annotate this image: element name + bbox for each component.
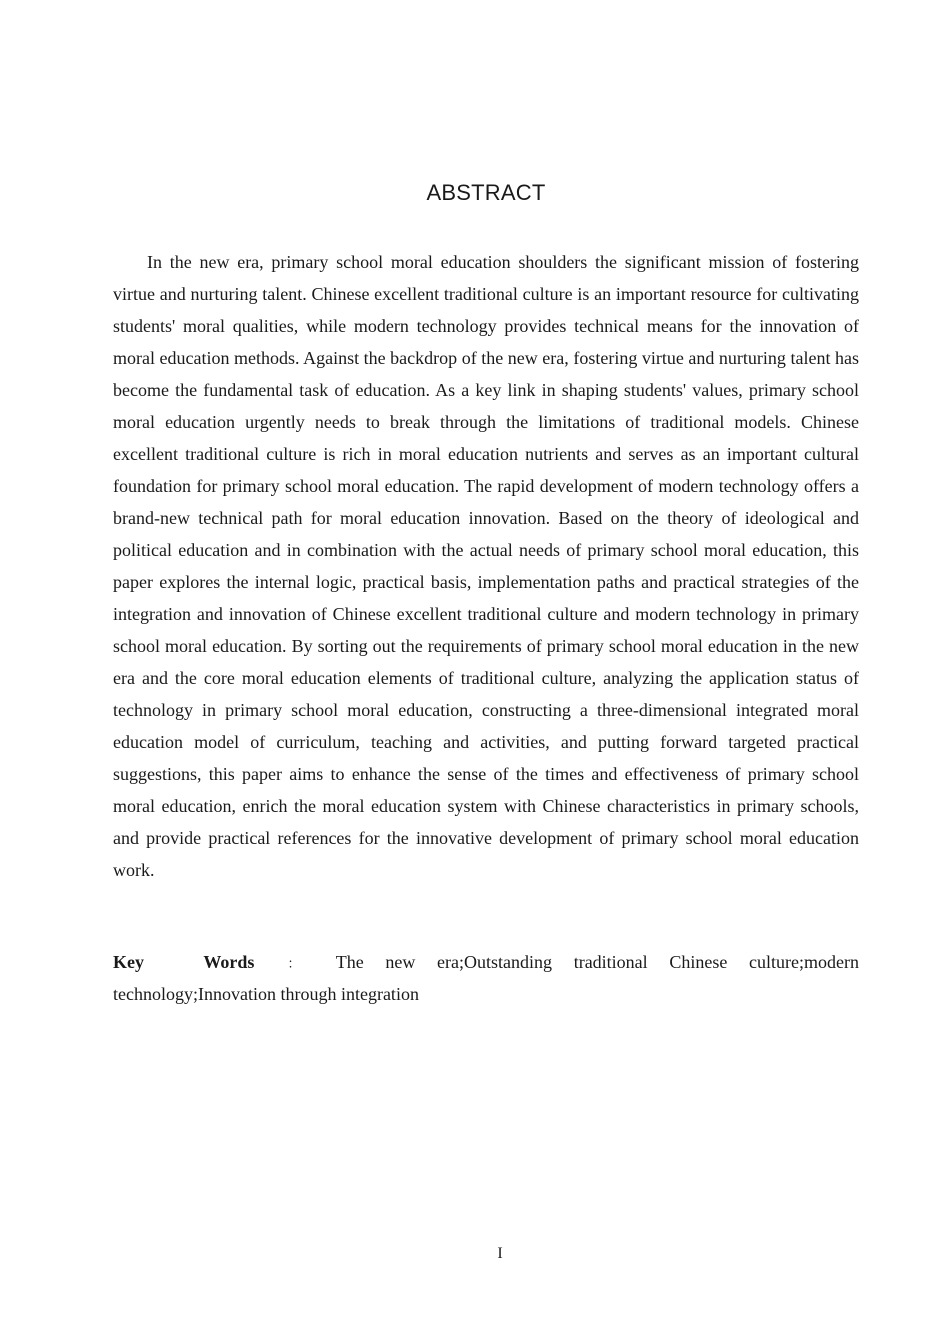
abstract-title: ABSTRACT — [426, 180, 546, 205]
keywords-label: Key Words — [113, 952, 255, 972]
keywords-line — [113, 947, 859, 1010]
keywords-separator: ： — [270, 956, 318, 971]
abstract-paragraph: In the new era, primary school moral education shoulders the significant mission of fostering virtue and nurturing talent. Chinese excellent traditional culture is an important resource for cultivating students' moral qualities, while modern technology provides technical means for the innovation of moral education methods. Against the backdrop of the new era, fostering virtue and nurturing talent has become the fundamental task of education. As a key link in shaping students' values, primary school moral education urgently needs to break through the limitations of traditional models. Chinese excellent traditional culture is rich in moral education nutrients and serves as an important cultural foundation for primary school moral education. The rapid development of modern technology offers a brand-new technical path for moral education innovation. Based on the theory of ideological and political education and in combination with the actual needs of primary school moral education, this paper explores the internal logic, practical basis, implementation paths and practical strategies of the integration and innovation of Chinese excellent traditional culture and modern technology in primary school moral education. By sorting out the requirements of primary school moral education in the new era and the core moral education elements of traditional culture, analyzing the application status of technology in primary school moral education, constructing a three-dimensional integrated moral education model of curriculum, teaching and activities, and putting forward targeted practical suggestions, this paper aims to enhance the sense of the times and effectiveness of primary school moral education, enrich the moral education system with Chinese characteristics in primary schools, and provide practical references for the innovative development of primary school moral education work. — [113, 252, 859, 880]
page-number: I — [497, 1245, 503, 1262]
keywords-text: The new era;Outstanding traditional Chinese culture;modern technology;Innovation through integration — [113, 952, 859, 1004]
